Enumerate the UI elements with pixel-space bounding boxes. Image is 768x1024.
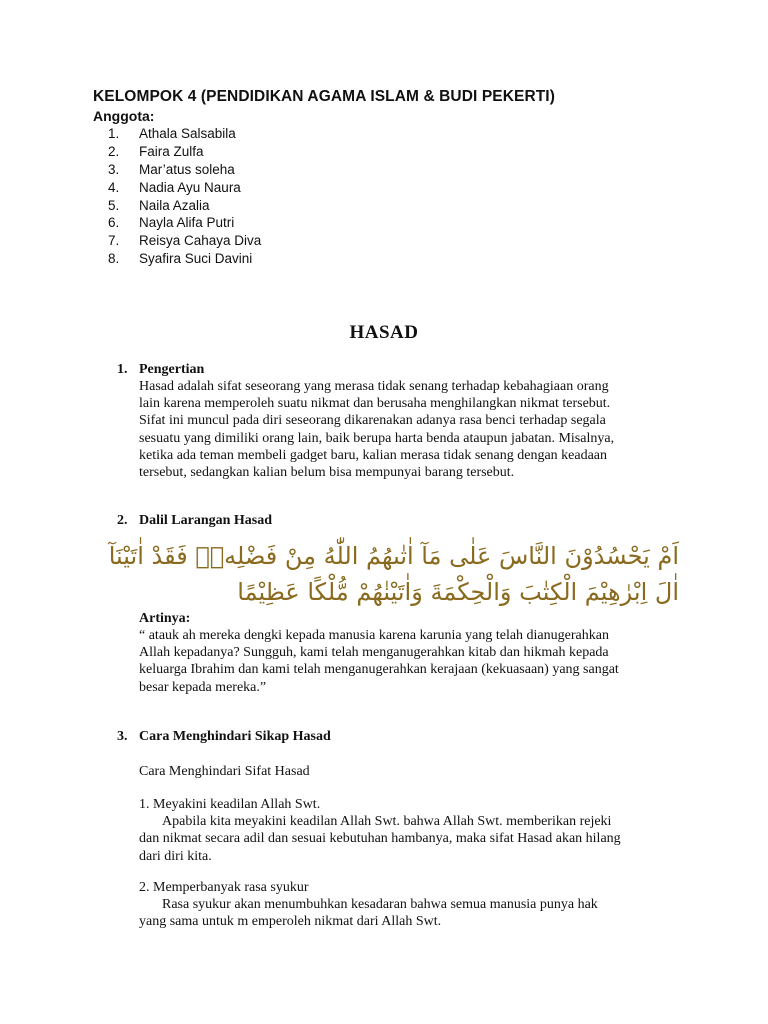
point-title: 1. Meyakini keadilan Allah Swt. <box>139 797 321 812</box>
text-line: Cara Menghindari Sifat Hasad <box>139 764 310 779</box>
arabic-line: اَمْ يَحْسُدُوْنَ النَّاسَ عَلٰى مَآ اٰتٰىهُمُ اللّٰهُ مِنْ فَضْلِهٖۚ فَقَدْ اٰتَيْنَآ <box>108 542 679 570</box>
section-number: 2. <box>117 513 128 528</box>
list-item <box>108 250 261 268</box>
arabic-line: اٰلَ اِبْرٰهِيْمَ الْكِتٰبَ وَالْحِكْمَةَ وَاٰتَيْنٰهُمْ مُّلْكًا عَظِيْمًا <box>237 578 679 606</box>
list-number: 6. <box>108 215 120 231</box>
list-number: 3. <box>108 161 120 177</box>
list-item <box>108 143 261 161</box>
text-line: “ atauk ah mereka dengki kepada manusia karena karunia yang telah dianugerahkan <box>139 628 609 643</box>
text-line: tersebut, sedangkan kalian belum bisa mempunyai barang tersebut. <box>139 465 515 481</box>
text-line: Apabila kita meyakini keadilan Allah Swt. bahwa Allah Swt. memberikan rejeki <box>162 814 612 830</box>
text-line: Rasa syukur akan menumbuhkan kesadaran bahwa semua manusia punya hak <box>162 897 598 913</box>
member-name: Nadia Ayu Naura <box>139 179 241 195</box>
arabic-verse <box>108 538 679 610</box>
text-line: ketika ada teman membeli gadget baru, kalian merasa tidak senang dengan keadaan <box>139 447 608 463</box>
list-number: 5. <box>108 197 120 213</box>
list-item <box>108 161 261 179</box>
point-2 <box>139 879 679 931</box>
text-line: dan nikmat secara adil dan sesuai kebutuhan hambanya, maka sifat Hasad akan hilang <box>139 831 621 847</box>
list-number: 4. <box>108 179 120 195</box>
pengertian-paragraph <box>139 378 679 481</box>
member-name: Mar’atus soleha <box>139 161 235 177</box>
page-title: HASAD <box>349 322 419 343</box>
list-item <box>108 125 261 143</box>
point-title: 2. Memperbanyak rasa syukur <box>139 880 309 895</box>
list-item <box>108 232 261 250</box>
member-list <box>108 125 261 268</box>
list-number: 1. <box>108 126 120 141</box>
section-heading-cara: Cara Menghindari Sikap Hasad <box>139 729 331 744</box>
section-number: 3. <box>117 729 128 744</box>
text-line: Allah kepadanya? Sungguh, kami telah menganugerahkan kitab dan hikmah kepada <box>139 645 609 661</box>
text-line: dari diri kita. <box>139 848 212 864</box>
member-name: Nayla Alifa Putri <box>139 215 235 231</box>
meaning-label: Artinya: <box>139 611 191 626</box>
section-heading-dalil: Dalil Larangan Hasad <box>139 513 273 528</box>
member-name: Syafira Suci Davini <box>139 251 253 267</box>
member-name: Naila Azalia <box>139 197 210 213</box>
group-title: KELOMPOK 4 (PENDIDIKAN AGAMA ISLAM & BUDI PEKERTI) <box>93 88 555 105</box>
text-line: lain karena memperoleh suatu nikmat dan berusaha menghilangkan nikmat tersebut. <box>139 396 611 412</box>
subheading <box>139 763 679 780</box>
text-line: yang sama untuk m emperoleh nikmat dari Allah Swt. <box>139 914 442 930</box>
member-name: Reisya Cahaya Diva <box>139 233 262 249</box>
text-line: besar kepada mereka.” <box>139 679 267 695</box>
list-item <box>108 179 261 197</box>
text-line: Hasad adalah sifat seseorang yang merasa tidak senang terhadap kebahagiaan orang <box>139 379 609 394</box>
section-number: 1. <box>117 362 128 377</box>
member-name: Faira Zulfa <box>139 143 204 159</box>
list-item <box>108 197 261 215</box>
section-heading-pengertian: Pengertian <box>139 362 205 377</box>
text-line: Sifat ini muncul pada diri seseorang dikarenakan adanya rasa benci terhadap segala <box>139 413 606 429</box>
list-number: 2. <box>108 143 120 159</box>
list-number: 8. <box>108 251 120 267</box>
list-item <box>108 214 261 232</box>
point-1 <box>139 796 679 865</box>
meaning-paragraph <box>139 627 679 696</box>
text-line: keluarga Ibrahim dan kami telah menganugerahkan kerajaan (kekuasaan) yang sangat <box>139 662 619 678</box>
text-line: sesuatu yang dimiliki orang lain, baik berupa harta benda ataupun jabatan. Misalnya, <box>139 430 615 446</box>
members-label: Anggota: <box>93 108 155 124</box>
list-number: 7. <box>108 233 120 249</box>
member-name: Athala Salsabila <box>139 126 236 141</box>
